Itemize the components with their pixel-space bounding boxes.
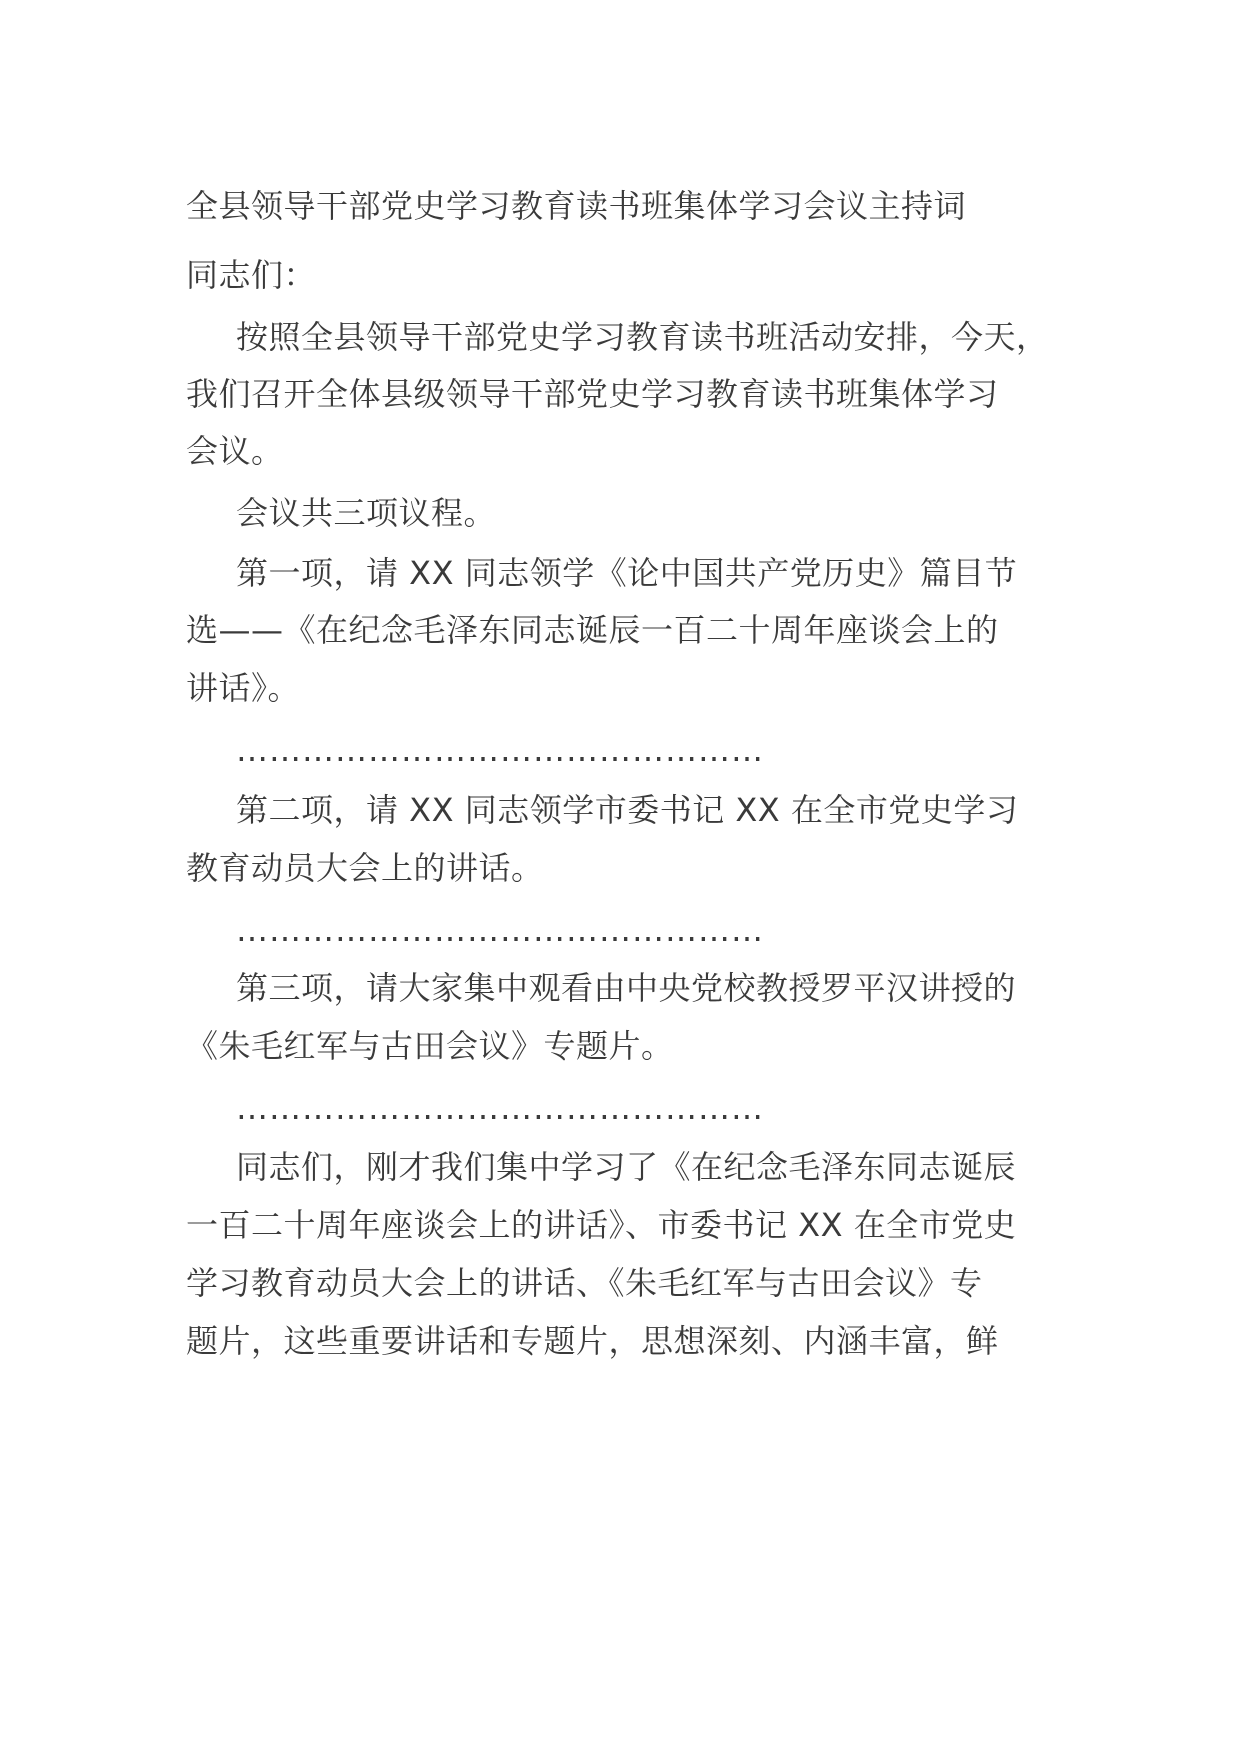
- paragraph-line: 会议共三项议程。: [236, 494, 497, 532]
- ellipsis-separator: …………………………………………: [236, 1089, 764, 1127]
- paragraph-line: 第二项，请 XX 同志领学市委书记 XX 在全市党史学习: [236, 791, 1019, 829]
- paragraph-line: 讲话》。: [186, 669, 301, 707]
- paragraph-line: 同志们，刚才我们集中学习了《在纪念毛泽东同志诞辰: [236, 1148, 1017, 1186]
- paragraph-line: 题片，这些重要讲话和专题片，思想深刻、内涵丰富，鲜: [186, 1322, 999, 1360]
- ellipsis-separator: …………………………………………: [236, 731, 764, 769]
- paragraph-line: 《朱毛红军与古田会议》专题片。: [186, 1027, 674, 1065]
- paragraph-line: 学习教育动员大会上的讲话、《朱毛红军与古田会议》专: [186, 1264, 983, 1302]
- paragraph-line: 教育动员大会上的讲话。: [186, 849, 544, 887]
- ellipsis-separator: …………………………………………: [236, 911, 764, 949]
- paragraph-line: 按照全县领导干部党史学习教育读书班活动安排，今天，: [236, 318, 1049, 356]
- paragraph-line: 第三项，请大家集中观看由中央党校教授罗平汉讲授的: [236, 969, 1017, 1007]
- paragraph-line: 一百二十周年座谈会上的讲话》、市委书记 XX 在全市党史: [186, 1206, 1017, 1244]
- salutation: 同志们：: [186, 256, 317, 294]
- paragraph-line: 我们召开全体县级领导干部党史学习教育读书班集体学习: [186, 375, 999, 413]
- paragraph-line: 选——《在纪念毛泽东同志诞辰一百二十周年座谈会上的: [186, 611, 999, 649]
- document-title: 全县领导干部党史学习教育读书班集体学习会议主持词: [186, 187, 967, 225]
- paragraph-line: 会议。: [186, 432, 284, 470]
- paragraph-line: 第一项，请 XX 同志领学《论中国共产党历史》篇目节: [236, 554, 1018, 592]
